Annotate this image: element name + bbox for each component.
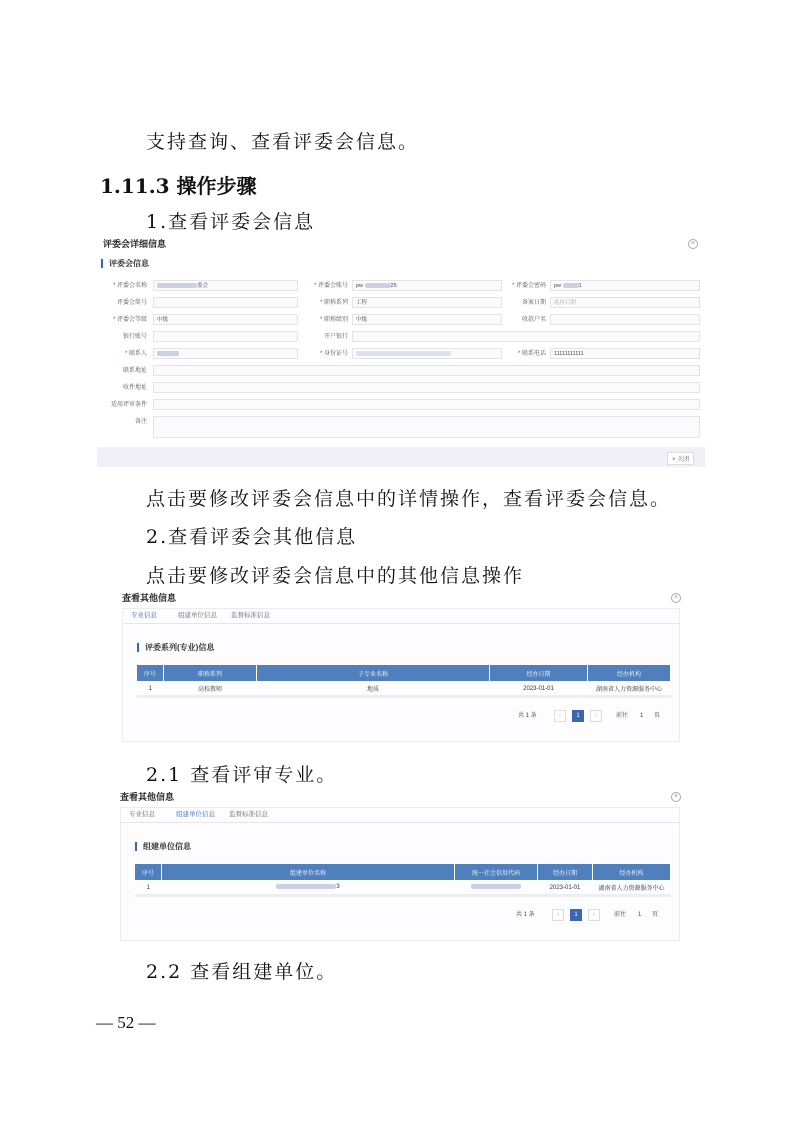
form-row: * 评委会名称 委会 * 评委会账号 pw 25 * 评委会密码 pw 1 <box>97 280 705 292</box>
tab-major[interactable]: 专业信息 <box>129 811 155 818</box>
intro-paragraph: 支持查询、查看评委会信息。 <box>146 131 420 153</box>
account-label: 评委会账号 <box>317 283 348 289</box>
bank-label: 开户银行 <box>323 334 348 340</box>
dialog-footer <box>97 447 705 467</box>
page-unit: 页 <box>652 912 659 918</box>
next-page-button[interactable]: › <box>590 710 602 722</box>
form-row <box>97 416 705 440</box>
tab-unit[interactable]: 组建单位信息 <box>178 612 217 619</box>
dialog-title: 查看其他信息 <box>120 792 175 802</box>
form-row <box>97 365 705 377</box>
contact-field[interactable] <box>153 348 298 359</box>
section-title: 组建单位信息 <box>135 842 191 851</box>
payee-label: 收款户名 <box>521 317 546 323</box>
caption-major: 2.1 查看评审专业。 <box>146 764 338 786</box>
mail-field[interactable] <box>153 382 700 393</box>
remark-textarea[interactable] <box>153 416 700 438</box>
paragraph-detail: 点击要修改评委会信息中的详情操作，查看评委会信息。 <box>146 488 672 510</box>
tab-bar <box>123 609 679 624</box>
step-2-title: 2.查看评委会其他信息 <box>146 526 358 548</box>
next-page-button[interactable]: › <box>588 909 600 921</box>
form-row <box>97 399 705 411</box>
section-title: 评委系列(专业)信息 <box>137 643 214 652</box>
form-row: * 评委会等级 中级 * 职称级别 中级 收款户名 <box>97 314 705 326</box>
level-select[interactable]: 中级 <box>153 314 298 325</box>
address-field[interactable] <box>153 365 700 376</box>
other-info-unit-screenshot <box>116 785 684 941</box>
short-field[interactable] <box>153 297 298 308</box>
col-credit-code: 统一社会信用代码 <box>455 864 538 880</box>
tab-major[interactable]: 专业信息 <box>131 612 157 619</box>
section-heading: 1.11.3 操作步骤 <box>100 174 257 198</box>
current-page[interactable]: 1 <box>572 710 584 722</box>
tab-panel <box>122 608 680 742</box>
goto-label: 前往 <box>616 713 629 719</box>
prev-page-button[interactable]: ‹ <box>552 909 564 921</box>
bank-account-label: 银行账号 <box>122 334 147 340</box>
record-date-label: 备案日期 <box>521 300 546 306</box>
goto-label: 前往 <box>614 912 627 918</box>
pager-total: 共 1 条 <box>518 713 537 719</box>
short-label: 评委会简号 <box>116 300 147 306</box>
phone-field[interactable]: 11111111111 <box>550 348 700 359</box>
prev-page-button[interactable]: ‹ <box>554 710 566 722</box>
phone-label: 联系电话 <box>521 351 546 357</box>
tab-bar <box>121 808 679 823</box>
record-date-field[interactable]: 选择日期 <box>550 297 700 308</box>
series-select[interactable]: 工程 <box>352 297 502 308</box>
col-date: 经办日期 <box>490 665 588 681</box>
close-icon[interactable]: × <box>671 593 681 603</box>
close-icon[interactable]: × <box>671 792 681 802</box>
pager-total: 共 1 条 <box>516 912 535 918</box>
password-field[interactable]: pw 1 <box>550 280 700 291</box>
col-org: 经办机构 <box>588 665 671 681</box>
dialog-title: 评委会详细信息 <box>103 239 167 249</box>
col-date: 经办日期 <box>538 864 593 880</box>
col-unit-name: 组建单位名称 <box>162 864 455 880</box>
title-level-label: 职称级别 <box>323 317 348 323</box>
other-info-major-screenshot <box>118 586 684 742</box>
bank-account-field[interactable] <box>153 331 298 342</box>
table-header-row <box>135 864 671 880</box>
col-index: 序号 <box>135 864 162 880</box>
tab-standard[interactable]: 监督标准信息 <box>229 811 268 818</box>
page-input[interactable]: 1 <box>638 912 642 918</box>
level-label: 评委会等级 <box>116 317 147 323</box>
horizontal-scrollbar[interactable] <box>137 695 671 698</box>
current-page[interactable]: 1 <box>570 909 582 921</box>
table-row[interactable]: 1 3 2023-01-01 湖南省人力资源服务中心 <box>135 880 671 896</box>
page-unit: 页 <box>654 713 661 719</box>
contact-label: 联系人 <box>128 351 147 357</box>
remark-label: 备注 <box>134 419 147 425</box>
mail-label: 收件地址 <box>122 385 147 391</box>
caption-unit: 2.2 查看组建单位。 <box>146 961 338 983</box>
table-header-row <box>137 665 671 681</box>
tab-standard[interactable]: 监督标准信息 <box>231 612 270 619</box>
condition-label: 适用评审条件 <box>110 402 147 408</box>
tab-unit[interactable]: 组建单位信息 <box>176 811 215 818</box>
title-level-select[interactable]: 中级 <box>352 314 502 325</box>
pagination <box>518 710 668 724</box>
horizontal-scrollbar[interactable] <box>135 894 671 897</box>
name-field[interactable]: 委会 <box>153 280 298 291</box>
dialog-title: 查看其他信息 <box>122 593 177 603</box>
col-series: 职称系列 <box>164 665 257 681</box>
form-row: * 联系人 * 身份证号 * 联系电话 11111111111 <box>97 348 705 360</box>
form-row <box>97 331 705 343</box>
close-button[interactable]: × 关闭 <box>667 452 694 465</box>
name-label: 评委会名称 <box>116 283 147 289</box>
close-icon[interactable]: × <box>688 239 698 249</box>
idcard-field[interactable] <box>352 348 502 359</box>
condition-field[interactable] <box>153 399 700 410</box>
tab-panel <box>120 807 680 941</box>
idcard-label: 身份证号 <box>323 351 348 357</box>
table-row[interactable]: 1 高校教师 地质 2023-01-01 湖南省人力资源服务中心 <box>137 681 671 697</box>
paragraph-other: 点击要修改评委会信息中的其他信息操作 <box>146 565 525 587</box>
step-1-title: 1.查看评委会信息 <box>146 211 316 233</box>
pagination <box>516 909 666 923</box>
committee-detail-screenshot <box>97 233 705 469</box>
section-title: 评委会信息 <box>101 259 149 268</box>
account-field[interactable]: pw 25 <box>352 280 502 291</box>
col-index: 序号 <box>137 665 164 681</box>
payee-field[interactable] <box>550 314 700 325</box>
major-table <box>137 665 671 697</box>
password-label: 评委会密码 <box>515 283 546 289</box>
form-row: 评委会简号 * 职称系列 工程 备案日期 选择日期 <box>97 297 705 309</box>
col-org: 经办机构 <box>593 864 671 880</box>
bank-field[interactable] <box>352 331 700 342</box>
unit-table <box>135 864 671 896</box>
address-label: 联系地址 <box>122 368 147 374</box>
page-input[interactable]: 1 <box>640 713 644 719</box>
page-number: — 52 — <box>96 1013 156 1032</box>
col-major: 子专业名称 <box>257 665 490 681</box>
form-row <box>97 382 705 394</box>
series-label: 职称系列 <box>323 300 348 306</box>
